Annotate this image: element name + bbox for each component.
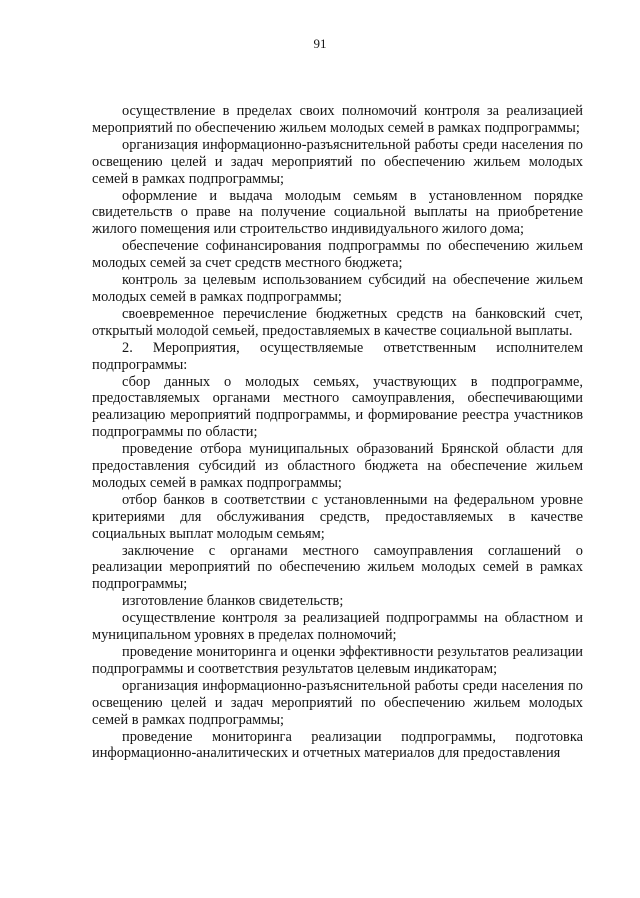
paragraph-municipal-selection: проведение отбора муниципальных образований Брянской области для предоставления субсидий из областного бюджета на обеспечение жильем молодых семей в рамках подпрограммы;: [92, 441, 583, 491]
paragraph-data-collection: сбор данных о молодых семьях, участвующих в подпрограмме, предоставляемых органами местного самоуправления, обеспечивающими реализацию мероприятий подпрограммы, и формирование реестра участников подпрограммы по области;: [92, 373, 583, 441]
paragraph-section-2-heading: 2. Мероприятия, осуществляемые ответственным исполнителем подпрограммы:: [92, 339, 583, 373]
paragraph-budget-transfer: своевременное перечисление бюджетных средств на банковский счет, открытый молодой семьей, предоставляемых в качестве социальной выплаты.: [92, 305, 583, 339]
paragraph-reporting: проведение мониторинга реализации подпрограммы, подготовка информационно-аналитических и отчетных материалов для предоставления: [92, 728, 583, 762]
paragraph-control-implementation: осуществление в пределах своих полномочий контроля за реализацией мероприятий по обеспечению жильем молодых семей в рамках подпрограммы;: [92, 103, 583, 136]
paragraph-regional-control: осуществление контроля за реализацией подпрограммы на областном и муниципальном уровнях в пределах полномочий;: [92, 610, 583, 644]
paragraph-cofinancing: обеспечение софинансирования подпрограммы по обеспечению жильем молодых семей за счет средств местного бюджета;: [92, 238, 583, 272]
document-body: [92, 103, 583, 762]
paragraph-efficiency-monitoring: проведение мониторинга и оценки эффективности результатов реализации подпрограммы и соответствия результатов целевым индикаторам;: [92, 644, 583, 677]
paragraph-certificates-issuance: оформление и выдача молодым семьям в установленном порядке свидетельств о праве на получение социальной выплаты на приобретение жилого помещения или строительство индивидуального жилого дома;: [92, 187, 583, 238]
page-number: 91: [313, 36, 327, 51]
paragraph-information-work-2: организация информационно-разъяснительной работы среди населения по освещению целей и задач мероприятий по обеспечению жильем молодых семей в рамках подпрограммы;: [92, 677, 583, 728]
paragraph-forms-production: изготовление бланков свидетельств;: [122, 593, 344, 610]
paragraph-bank-selection: отбор банков в соответствии с установленными на федеральном уровне критериями для обслуживания средств, предоставляемых в качестве социальных выплат молодым семьям;: [92, 491, 583, 542]
paragraph-information-work: организация информационно-разъяснительной работы среди населения по освещению целей и задач мероприятий по обеспечению жильем молодых семей в рамках подпрограммы;: [92, 136, 583, 187]
paragraph-agreements: заключение с органами местного самоуправления соглашений о реализации мероприятий по обеспечению жильем молодых семей в рамках подпрограммы;: [92, 542, 583, 593]
paragraph-subsidy-control: контроль за целевым использованием субсидий на обеспечение жильем молодых семей в рамках подпрограммы;: [92, 272, 583, 305]
